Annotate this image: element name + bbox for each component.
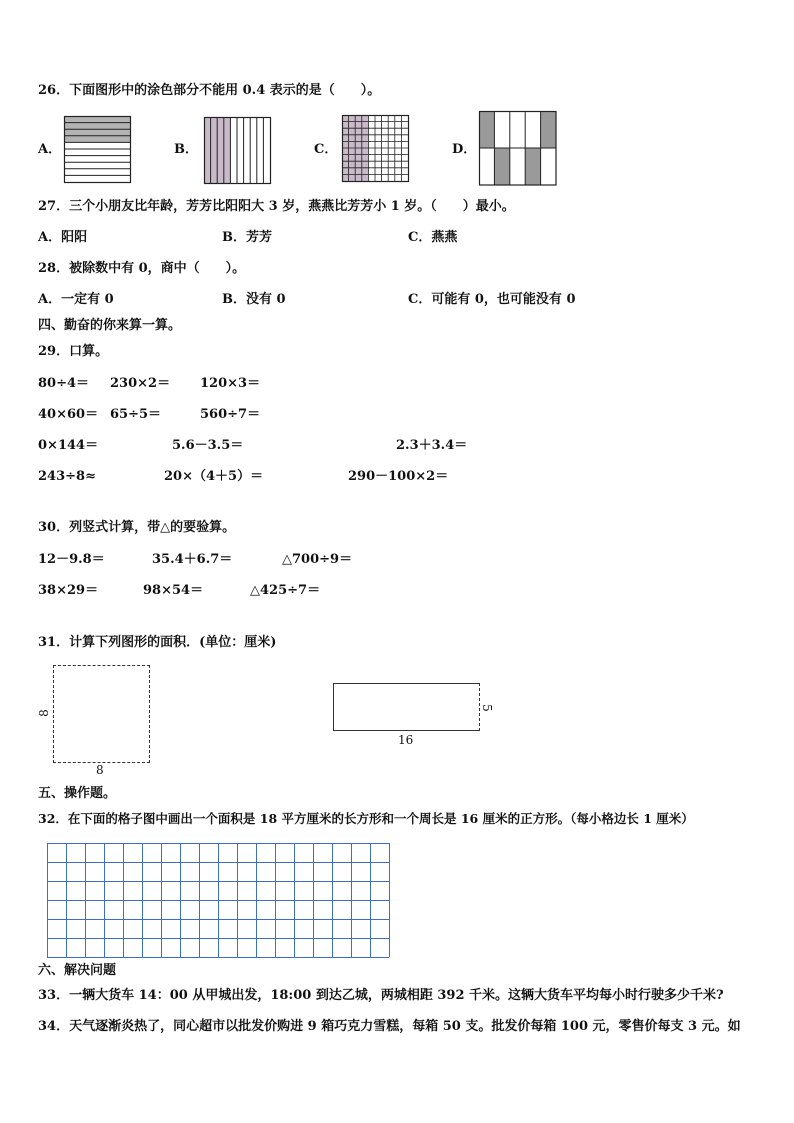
q30-item: 35.4＋6.7＝ (152, 552, 233, 567)
q26-figure-d (479, 111, 557, 187)
q31-rect-bottom-label: 16 (398, 733, 414, 747)
q31-text: 31．计算下列图形的面积．(单位：厘米) (38, 635, 277, 650)
q27-option-c[interactable]: C．燕燕 (408, 230, 458, 245)
q29-item: 230×2＝ (110, 376, 171, 391)
q29-item: 40×60＝ (38, 407, 99, 422)
q26-option-d-label[interactable]: D． (452, 142, 477, 157)
q30-item: △700÷9＝ (282, 552, 353, 567)
q30-item: 98×54＝ (143, 583, 204, 598)
q29-item: 2.3＋3.4＝ (396, 438, 468, 453)
q34-text: 34．天气逐渐炎热了，同心超市以批发价购进 9 箱巧克力雪糕，每箱 50 支。批发价每箱 100 元，零售价每支 3 元。如 (38, 1019, 741, 1034)
q28-option-b[interactable]: B．没有 0 (222, 292, 286, 307)
section4-heading: 四、勤奋的你来算一算。 (38, 318, 182, 333)
q29-item: 120×3＝ (200, 376, 261, 391)
q26-option-c-label[interactable]: C． (314, 142, 338, 157)
q26-figure-b (204, 117, 271, 184)
q30-item: 38×29＝ (38, 583, 99, 598)
q29-item: 80÷4＝ (38, 376, 90, 391)
q29-item: 290－100×2＝ (348, 469, 449, 484)
q30-item: △425÷7＝ (250, 583, 321, 598)
q26-option-b-label[interactable]: B． (174, 142, 198, 157)
q28-option-c[interactable]: C．可能有 0，也可能没有 0 (408, 292, 576, 307)
q26-figure-c (342, 115, 409, 182)
q29-item: 20×（4＋5）＝ (164, 469, 264, 484)
q26-figure-a (64, 116, 131, 183)
q27-option-a[interactable]: A．阳阳 (38, 230, 88, 245)
q28-text: 28．被除数中有 0，商中（ ）。 (38, 261, 246, 276)
q26-option-a-label[interactable]: A． (38, 142, 62, 157)
q29-item: 0×144＝ (38, 438, 99, 453)
q32-text: 32．在下面的格子图中画出一个面积是 18 平方厘米的长方形和一个周长是 16 厘米的正方形。（每小格边长 1 厘米） (38, 811, 694, 826)
section5-heading: 五、操作题。 (38, 786, 117, 801)
q32-grid[interactable] (47, 843, 390, 958)
q31-square-bottom-label: 8 (96, 763, 104, 777)
q29-item: 243÷8≈ (38, 469, 96, 484)
q31-square-side-label: 8 (36, 709, 51, 717)
q31-rectangle (333, 683, 480, 731)
q29-item: 65÷5＝ (110, 407, 162, 422)
q33-text: 33．一辆大货车 14：00 从甲城出发，18:00 到达乙城，两城相距 392 千米。这辆大货车平均每小时行驶多少千米? (38, 988, 724, 1003)
q31-square (53, 665, 150, 763)
q29-item: 5.6－3.5＝ (172, 438, 244, 453)
section6-heading: 六、解决问题 (38, 963, 117, 978)
q31-rect-side-label: 5 (479, 704, 494, 712)
q28-option-a[interactable]: A．一定有 0 (38, 292, 114, 307)
q27-option-b[interactable]: B．芳芳 (222, 230, 272, 245)
q30-item: 12－9.8＝ (38, 552, 105, 567)
q26-text: 26．下面图形中的涂色部分不能用 0.4 表示的是（ ）。 (38, 83, 381, 98)
q29-text: 29．口算。 (38, 344, 109, 359)
q30-text: 30．列竖式计算，带△的要验算。 (38, 520, 236, 535)
q27-text: 27．三个小朋友比年龄，芳芳比阳阳大 3 岁，燕燕比芳芳小 1 岁。（ ）最小。 (38, 199, 515, 214)
q29-item: 560÷7＝ (200, 407, 261, 422)
